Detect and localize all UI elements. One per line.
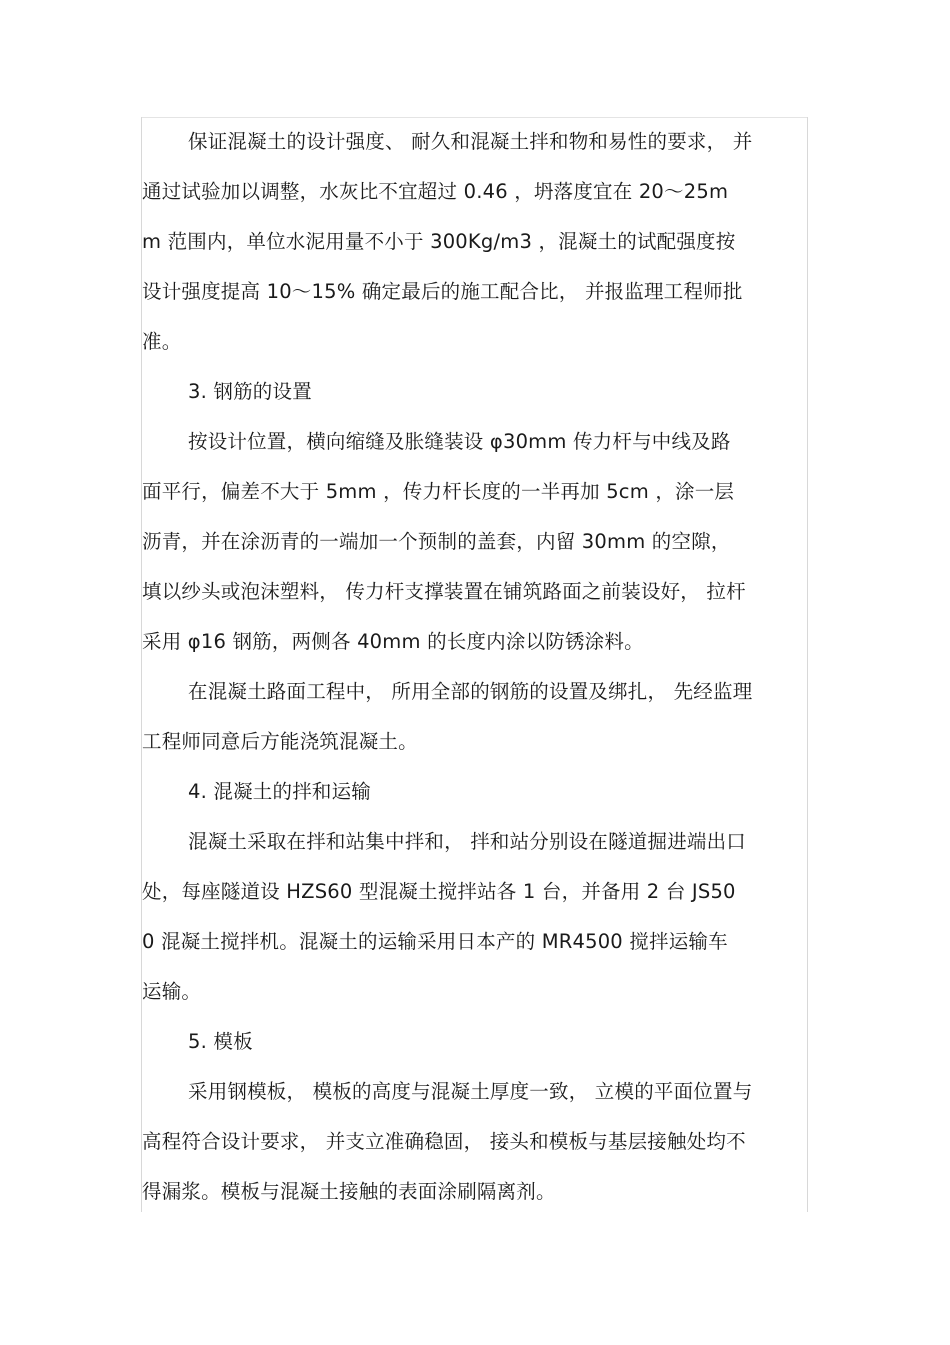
paragraph-line: 0 混凝土搅拌机。混凝土的运输采用日本产的 MR4500 搅拌运输车 <box>142 930 728 953</box>
paragraph-line: 采用钢模板， 模板的高度与混凝土厚度一致， 立模的平面位置与 <box>188 1080 753 1103</box>
paragraph-line: 设计强度提高 10～15% 确定最后的施工配合比， 并报监理工程师批 <box>142 280 743 303</box>
paragraph-line: 得漏浆。模板与混凝土接触的表面涂刷隔离剂。 <box>142 1180 556 1203</box>
paragraph-line: 运输。 <box>142 980 202 1003</box>
paragraph-line: m 范围内，单位水泥用量不小于 300Kg/m3 ，混凝土的试配强度按 <box>142 230 736 253</box>
paragraph-line: 工程师同意后方能浇筑混凝土。 <box>142 730 418 753</box>
paragraph-line: 准。 <box>142 330 182 353</box>
paragraph-line: 按设计位置，横向缩缝及胀缝装设 φ30mm 传力杆与中线及路 <box>188 430 731 453</box>
paragraph-line: 混凝土采取在拌和站集中拌和， 拌和站分别设在隧道掘进端出口 <box>188 830 746 853</box>
paragraph-line: 高程符合设计要求， 并支立准确稳固， 接头和模板与基层接触处均不 <box>142 1130 746 1153</box>
section-heading: 5. 模板 <box>188 1030 253 1053</box>
paragraph-line: 采用 φ16 钢筋，两侧各 40mm 的长度内涂以防锈涂料。 <box>142 630 644 653</box>
paragraph-line: 沥青，并在涂沥青的一端加一个预制的盖套，内留 30mm 的空隙， <box>142 530 731 553</box>
section-heading: 3. 钢筋的设置 <box>188 380 312 403</box>
paragraph-line: 填以纱头或泡沫塑料， 传力杆支撑装置在铺筑路面之前装设好， 拉杆 <box>142 580 746 603</box>
paragraph-line: 通过试验加以调整，水灰比不宜超过 0.46 ，坍落度宜在 20～25m <box>142 180 729 203</box>
paragraph-line: 在混凝土路面工程中， 所用全部的钢筋的设置及绑扎， 先经监理 <box>188 680 753 703</box>
paragraph-line: 面平行，偏差不大于 5mm ，传力杆长度的一半再加 5cm ，涂一层 <box>142 480 735 503</box>
section-heading: 4. 混凝土的拌和运输 <box>188 780 372 803</box>
page-frame-right <box>807 117 808 1212</box>
paragraph-line: 保证混凝土的设计强度、 耐久和混凝土拌和物和易性的要求， 并 <box>188 130 753 153</box>
paragraph-line: 处，每座隧道设 HZS60 型混凝土搅拌站各 1 台，并备用 2 台 JS50 <box>142 880 736 903</box>
